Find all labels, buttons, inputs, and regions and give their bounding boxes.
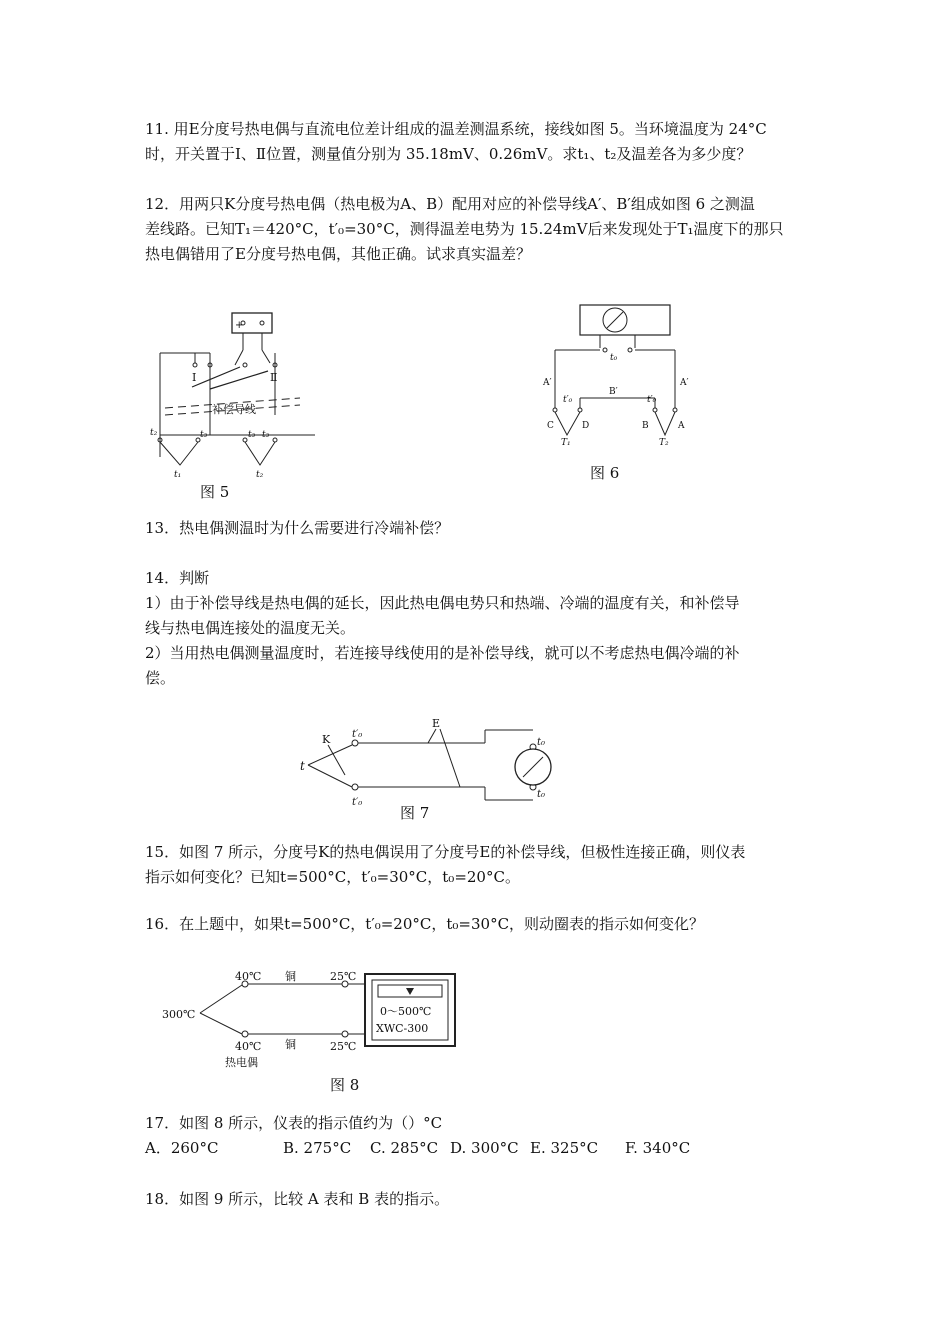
fig6-t0p-left: t′₀: [563, 395, 573, 405]
fig6-b: B: [642, 421, 649, 431]
q14-title: 14．判断: [145, 569, 210, 587]
fig8-300: 300℃: [162, 1008, 196, 1021]
fig6-T2: T₂: [659, 438, 669, 448]
q14-s2-line1: 2）当用热电偶测量温度时，若连接导线使用的是补偿导线，就可以不考虑热电偶冷端的补: [145, 644, 740, 662]
fig7-k: K: [322, 733, 331, 746]
fig8-25-bottom: 25℃: [330, 1040, 357, 1053]
option-e: E. 325°C: [530, 1139, 599, 1157]
q12-line1: 12．用两只K分度号热电偶（热电极为A、B）配用对应的补偿导线A′、B′组成如图 6 之测温: [145, 195, 755, 213]
figure-8-diagram: [150, 968, 470, 1073]
switch-1-label: Ⅰ: [192, 371, 197, 384]
q12-line2: 差线路。已知T₁＝420°C，t′₀=30°C，测得温差电势为 15.24mV后来发现处于T₁温度下的那只: [145, 220, 784, 238]
fig6-a-prime-left: A′: [543, 378, 552, 388]
option-d: D. 300°C: [450, 1139, 519, 1157]
q18-text: 18．如图 9 所示，比较 A 表和 B 表的指示。: [145, 1190, 450, 1208]
q17-text: 17．如图 8 所示，仪表的指示值约为（）°C: [145, 1114, 443, 1132]
q11-line2: 时，开关置于Ⅰ、Ⅱ位置，测量值分别为 35.18mV、0.26mV。求t₁、t₂及温差各为多少度？: [145, 145, 752, 163]
fig7-t: t: [300, 759, 305, 773]
figure-5-diagram: [140, 305, 325, 500]
fig8-model: XWC-300: [376, 1022, 429, 1035]
fig8-40-top: 40℃: [235, 970, 262, 983]
fig7-t0-bottom: t₀: [537, 789, 546, 800]
fig5-t2-label-b: t₂: [256, 470, 264, 480]
fig8-25-top: 25℃: [330, 970, 357, 983]
svg-text:+: +: [235, 320, 244, 331]
q14-s1-line2: 线与热电偶连接处的温度无关。: [145, 619, 356, 637]
q13-text: 13．热电偶测温时为什么需要进行冷端补偿？: [145, 519, 450, 537]
fig5-t1-label: t₁: [174, 470, 182, 480]
option-c: C. 285°C: [370, 1139, 439, 1157]
fig8-copper-bottom: 铜: [285, 1038, 296, 1051]
question-17: [145, 1111, 815, 1161]
figure-7-caption: 图 7: [400, 804, 430, 822]
q15-line1: 15．如图 7 所示，分度号K的热电偶误用了分度号E的补偿导线，但极性连接正确，则仪表: [145, 843, 746, 861]
q17-options: [145, 1136, 815, 1161]
q14-s2-line2: 偿。: [145, 669, 176, 687]
figure-6-caption: 图 6: [590, 464, 620, 482]
q11-line1: 11. 用E分度号热电偶与直流电位差计组成的温差测温系统，接线如图 5。当环境温度为 24°C: [145, 120, 767, 138]
figure-7-diagram: [290, 715, 565, 815]
q14-s1-line1: 1）由于补偿导线是热电偶的延长，因此热电偶电势只和热端、冷端的温度有关，和补偿导: [145, 594, 740, 612]
fig6-d: D: [582, 421, 590, 431]
fig7-t0-top: t₀: [537, 737, 546, 748]
fig6-t0-label: t₀: [610, 353, 618, 363]
question-15: [145, 840, 815, 890]
fig6-c: C: [547, 421, 554, 431]
fig5-t3-label-c: t₃: [262, 430, 270, 440]
fig8-thermocouple: 热电偶: [225, 1056, 258, 1069]
option-a: A．260°C: [145, 1139, 219, 1157]
fig6-T1: T₁: [561, 438, 571, 448]
figure-6-diagram: [535, 290, 720, 460]
fig7-e: E: [432, 717, 441, 730]
question-13: [145, 516, 815, 541]
question-12: [145, 192, 815, 267]
fig7-t0p-bottom: t′₀: [352, 797, 363, 808]
switch-2-label: Ⅱ: [270, 371, 278, 384]
question-11: [145, 117, 815, 167]
fig6-t0p-right: t′₀: [647, 395, 657, 405]
question-16: [145, 912, 815, 937]
q15-line2: 指示如何变化？已知t=500°C，t′₀=30°C，t₀=20°C。: [145, 868, 520, 886]
compensation-wire-label: 补偿导线: [212, 403, 256, 416]
fig8-range: 0～500℃: [380, 1005, 432, 1018]
question-18: [145, 1187, 815, 1212]
fig6-b-prime: B′: [609, 387, 618, 397]
q12-line3: 热电偶错用了E分度号热电偶，其他正确。试求真实温差？: [145, 245, 531, 263]
fig6-a-prime-right: A′: [680, 378, 689, 388]
figure-8-caption: 图 8: [330, 1076, 360, 1094]
q16-text: 16．在上题中，如果t=500°C，t′₀=20°C，t₀=30°C，则动圈表的指示如何变化？: [145, 915, 705, 933]
fig7-t0p-top: t′₀: [352, 729, 363, 740]
option-f: F. 340°C: [625, 1139, 691, 1157]
fig5-t3-label-a: t₃: [200, 430, 208, 440]
option-b: B. 275°C: [283, 1139, 352, 1157]
fig8-copper-top: 铜: [285, 970, 296, 983]
fig6-a: A: [678, 421, 685, 431]
question-14: [145, 566, 815, 691]
fig5-t2-label: t₂: [150, 428, 158, 438]
figure-5-caption: 图 5: [200, 483, 230, 501]
fig8-40-bottom: 40℃: [235, 1040, 262, 1053]
fig5-t3-label-b: t₃: [248, 430, 256, 440]
